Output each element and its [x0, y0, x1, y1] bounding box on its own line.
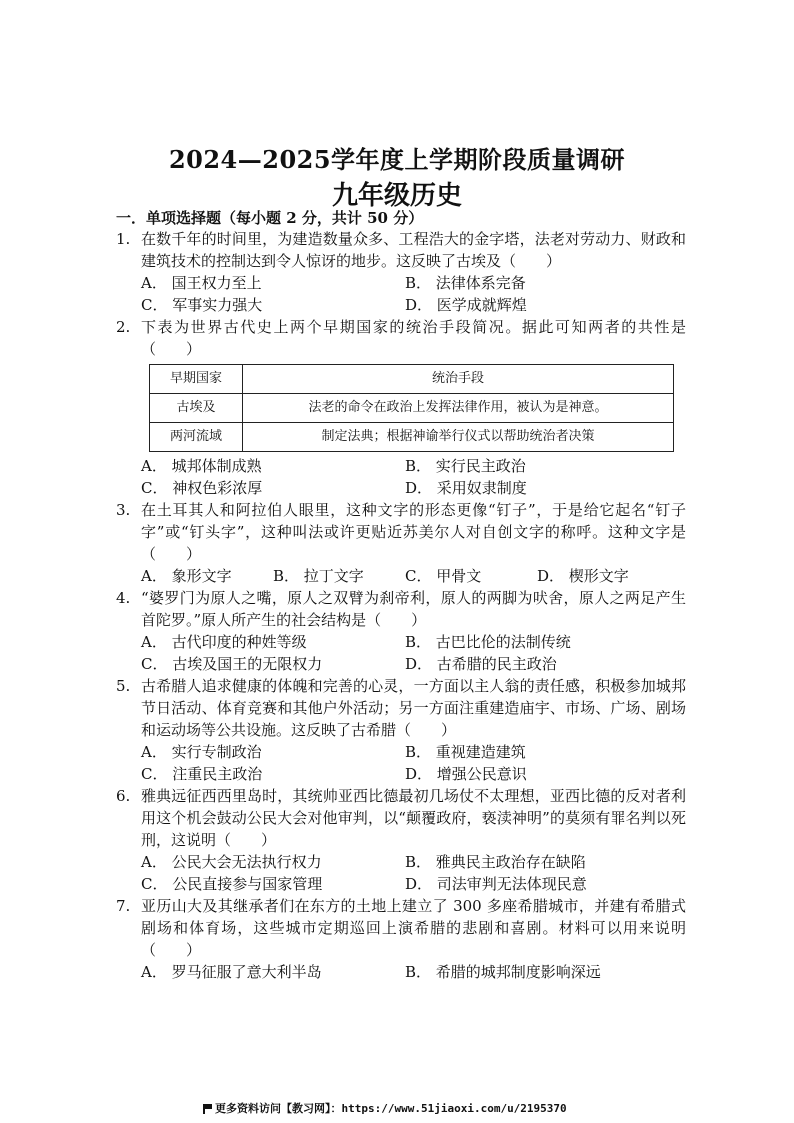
question-stem: 雅典远征西西里岛时，其统帅亚西比德最初几场仗不太理想，亚西比德的反对者利用这个机会鼓动公民大会对他审判，以“颠覆政府，亵渎神明”的莫须有罪名判以死刑，这说明（ ） — [141, 787, 686, 849]
footer-text[interactable]: 更多资料访问【教习网】：https://www.51jiaoxi.com/u/2195370 — [215, 1102, 567, 1115]
options — [141, 961, 686, 983]
exam-subtitle: 九年级历史 — [331, 181, 462, 211]
options — [141, 272, 686, 316]
option-b: B． 重视建造建筑 — [405, 743, 526, 761]
table-cell-country: 两河流域 — [150, 423, 243, 452]
question-7 — [116, 895, 686, 983]
flag-icon — [203, 1104, 212, 1113]
option-b: B． 实行民主政治 — [405, 457, 526, 475]
question-5 — [116, 675, 686, 785]
option-a: A． 城邦体制成熟 — [141, 457, 262, 475]
question-4 — [116, 587, 686, 675]
governance-table — [149, 364, 674, 452]
table-header-row — [150, 365, 674, 394]
question-stem: 古希腊人追求健康的体魄和完善的心灵，一方面以主人翁的责任感，积极参加城邦节日活动、体育竞赛和其他户外活动；另一方面注重建造庙宇、市场、广场、剧场和运动场等公共设施。这反映了古希腊（ ） — [141, 677, 686, 739]
options — [141, 565, 686, 587]
option-a: A． 罗马征服了意大利半岛 — [141, 963, 322, 981]
section-title: 一．单项选择题（每小题 2 分，共计 50 分） — [116, 209, 424, 227]
option-b: B． 雅典民主政治存在缺陷 — [405, 853, 586, 871]
option-d: D． 采用奴隶制度 — [405, 479, 527, 497]
question-2 — [116, 316, 686, 499]
option-d: D． 古希腊的民主政治 — [405, 655, 557, 673]
question-3 — [116, 499, 686, 587]
table-header-method: 统治手段 — [243, 365, 674, 394]
table-row — [150, 394, 674, 423]
question-6 — [116, 785, 686, 895]
option-c: C． 注重民主政治 — [141, 765, 263, 783]
option-a: A． 象形文字 — [141, 567, 232, 585]
option-d: D． 司法审判无法体现民意 — [405, 875, 587, 893]
option-d: D． 楔形文字 — [537, 567, 629, 585]
table-header-country: 早期国家 — [150, 365, 243, 394]
exam-title: 2024—2025学年度上学期阶段质量调研 — [168, 145, 626, 174]
question-number: 6. — [116, 787, 131, 805]
option-b: B． 法律体系完备 — [405, 274, 526, 292]
question-stem: 在数千年的时间里，为建造数量众多、工程浩大的金字塔，法老对劳动力、财政和建筑技术的控制达到令人惊讶的地步。这反映了古埃及（ ） — [141, 230, 686, 270]
options — [141, 741, 686, 785]
question-number: 5. — [116, 677, 131, 695]
footer-link[interactable] — [203, 1100, 567, 1116]
options — [141, 851, 686, 895]
option-c: C． 甲骨文 — [405, 567, 482, 585]
question-list — [116, 228, 686, 983]
option-c: C． 军事实力强大 — [141, 296, 263, 314]
question-number: 2. — [116, 318, 131, 336]
option-c: C． 公民直接参与国家管理 — [141, 875, 323, 893]
question-stem: 下表为世界古代史上两个早期国家的统治手段简况。据此可知两者的共性是（ ） — [141, 318, 686, 358]
table-cell-method: 制定法典；根据神谕举行仪式以帮助统治者决策 — [243, 423, 674, 452]
options — [141, 455, 686, 499]
option-d: D． 医学成就辉煌 — [405, 296, 527, 314]
option-c: C． 神权色彩浓厚 — [141, 479, 263, 497]
question-stem: “婆罗门为原人之嘴，原人之双臂为刹帝利，原人的两脚为吠舍，原人之两足产生首陀罗。”原人所产生的社会结构是（ ） — [141, 589, 686, 629]
option-a: A． 实行专制政治 — [141, 743, 262, 761]
option-a: A． 公民大会无法执行权力 — [141, 853, 322, 871]
option-c: C． 古埃及国王的无限权力 — [141, 655, 323, 673]
table-row — [150, 423, 674, 452]
option-b: B． 古巴比伦的法制传统 — [405, 633, 571, 651]
options — [141, 631, 686, 675]
question-number: 1. — [116, 230, 131, 248]
option-b: B． 拉丁文字 — [273, 567, 364, 585]
table-cell-country: 古埃及 — [150, 394, 243, 423]
option-a: A． 古代印度的种姓等级 — [141, 633, 307, 651]
option-a: A． 国王权力至上 — [141, 274, 262, 292]
question-number: 4. — [116, 589, 131, 607]
question-number: 3. — [116, 501, 131, 519]
option-b: B． 希腊的城邦制度影响深远 — [405, 963, 601, 981]
table-cell-method: 法老的命令在政治上发挥法律作用，被认为是神意。 — [243, 394, 674, 423]
question-stem: 在土耳其人和阿拉伯人眼里，这种文字的形态更像“钉子”，于是给它起名“钉子字”或“钉头字”，这种叫法或许更贴近苏美尔人对自创文字的称呼。这种文字是（ ） — [141, 501, 686, 563]
question-number: 7. — [116, 897, 131, 915]
option-d: D． 增强公民意识 — [405, 765, 527, 783]
question-1 — [116, 228, 686, 316]
question-stem: 亚历山大及其继承者们在东方的土地上建立了 300 多座希腊城市，并建有希腊式剧场和体育场，这些城市定期巡回上演希腊的悲剧和喜剧。材料可以用来说明（ ） — [141, 897, 686, 959]
